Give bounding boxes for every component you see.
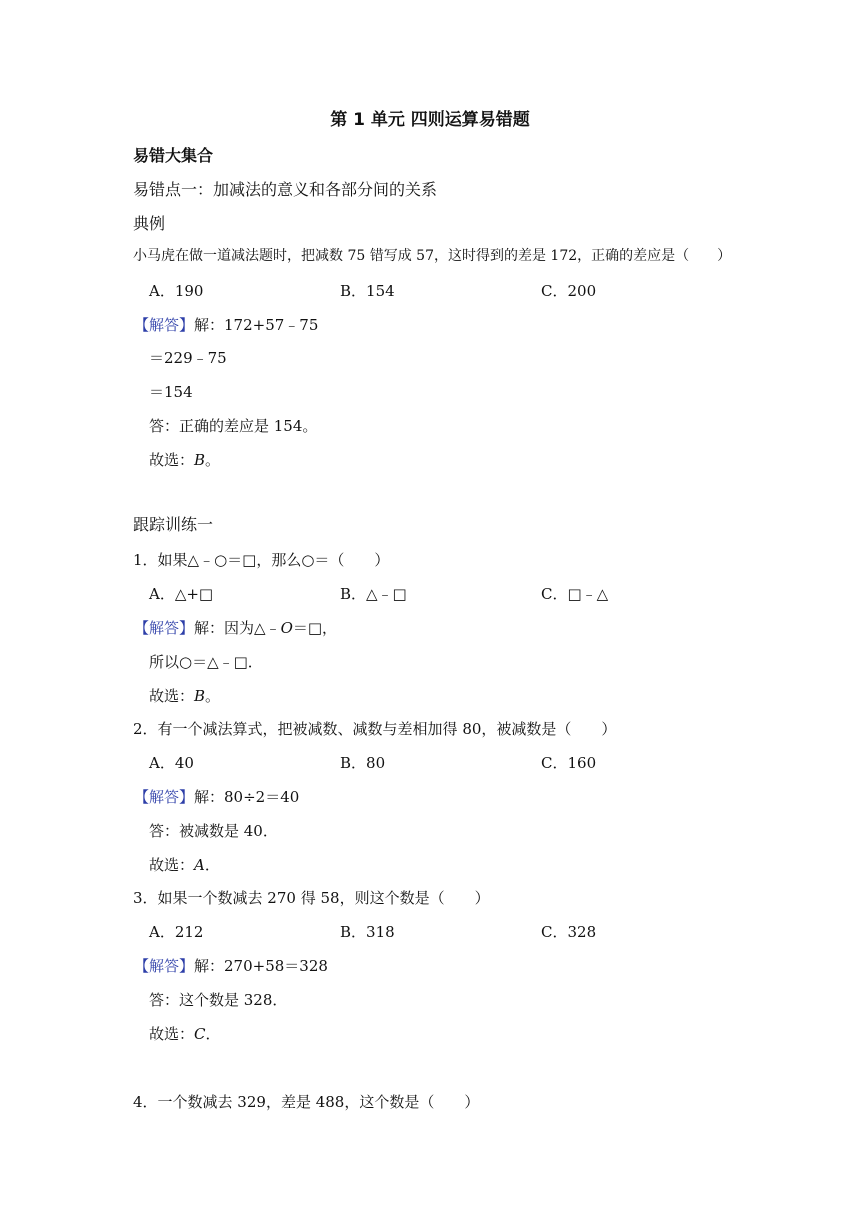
page-title: 第 1 单元 四则运算易错题	[330, 110, 530, 130]
answer-text-end: ＝□，	[292, 619, 338, 637]
q3-question: 3．如果一个数减去 270 得 58，则这个数是（ ）	[133, 889, 490, 907]
example-answer-step-3: ＝154	[149, 383, 193, 401]
q3-answer-conclusion: 答：这个数是 328．	[149, 991, 288, 1009]
q1-option-c: C．□﹣△	[541, 585, 609, 603]
example-option-c: C．200	[541, 282, 597, 300]
point-heading: 易错点一：加减法的意义和各部分间的关系	[133, 180, 438, 199]
q2-option-c: C．160	[541, 754, 597, 772]
answer-text: 解：270+58＝328	[194, 957, 328, 975]
answer-text: 解：80÷2＝40	[194, 788, 300, 806]
q1-option-b: B．△﹣□	[340, 585, 407, 603]
answer-italic: O	[280, 619, 293, 637]
choice-prefix: 故选：	[149, 856, 195, 874]
practice-heading: 跟踪训练一	[133, 515, 214, 534]
answer-tag: 【解答】	[134, 619, 195, 637]
answer-text: 解：因为△﹣	[194, 619, 281, 637]
q1-option-a: A．△+□	[149, 585, 214, 603]
choice-suffix: ．	[204, 856, 220, 874]
example-option-b: B．154	[340, 282, 395, 300]
choice-suffix: 。	[205, 451, 221, 469]
q1-answer-step-2: 所以○＝△﹣□．	[149, 653, 263, 671]
q2-choice	[149, 855, 220, 875]
q3-option-b: B．318	[340, 923, 395, 941]
example-heading: 典例	[133, 214, 166, 233]
q3-choice	[149, 1024, 221, 1044]
q1-choice	[149, 686, 220, 706]
q2-answer-conclusion: 答：被减数是 40．	[149, 822, 278, 840]
choice-suffix: 。	[205, 687, 221, 705]
choice-letter: A	[194, 856, 205, 874]
answer-tag: 【解答】	[134, 316, 195, 334]
choice-letter: B	[194, 451, 206, 469]
example-answer-step-2: ＝229﹣75	[149, 349, 227, 367]
q4-question: 4．一个数减去 329，差是 488，这个数是（ ）	[133, 1093, 480, 1111]
q2-option-a: A．40	[149, 754, 194, 772]
section-heading: 易错大集合	[133, 146, 214, 165]
choice-prefix: 故选：	[149, 687, 195, 705]
q2-option-b: B．80	[340, 754, 386, 772]
q3-option-c: C．328	[541, 923, 597, 941]
example-answer-line	[134, 315, 318, 335]
choice-suffix: ．	[205, 1025, 221, 1043]
example-question: 小马虎在做一道减法题时，把减数 75 错写成 57，这时得到的差是 172，正确的差应是（ ）	[133, 248, 732, 264]
q3-option-a: A．212	[149, 923, 204, 941]
example-option-a: A．190	[149, 282, 204, 300]
q3-answer-line	[134, 956, 328, 976]
choice-prefix: 故选：	[149, 1025, 195, 1043]
answer-tag: 【解答】	[134, 957, 195, 975]
choice-letter: B	[194, 687, 206, 705]
answer-text: 解：172+57﹣75	[194, 316, 319, 334]
choice-prefix: 故选：	[149, 451, 195, 469]
example-choice	[149, 450, 220, 470]
answer-tag: 【解答】	[134, 788, 195, 806]
q2-answer-line	[134, 787, 299, 807]
q2-question: 2．有一个减法算式，把被减数、减数与差相加得 80，被减数是（ ）	[133, 720, 617, 738]
q1-answer-line	[134, 618, 337, 638]
choice-letter: C	[194, 1025, 206, 1043]
q1-question: 1．如果△﹣○＝□，那么○＝（ ）	[133, 551, 390, 569]
example-answer-conclusion: 答：正确的差应是 154。	[149, 417, 318, 435]
